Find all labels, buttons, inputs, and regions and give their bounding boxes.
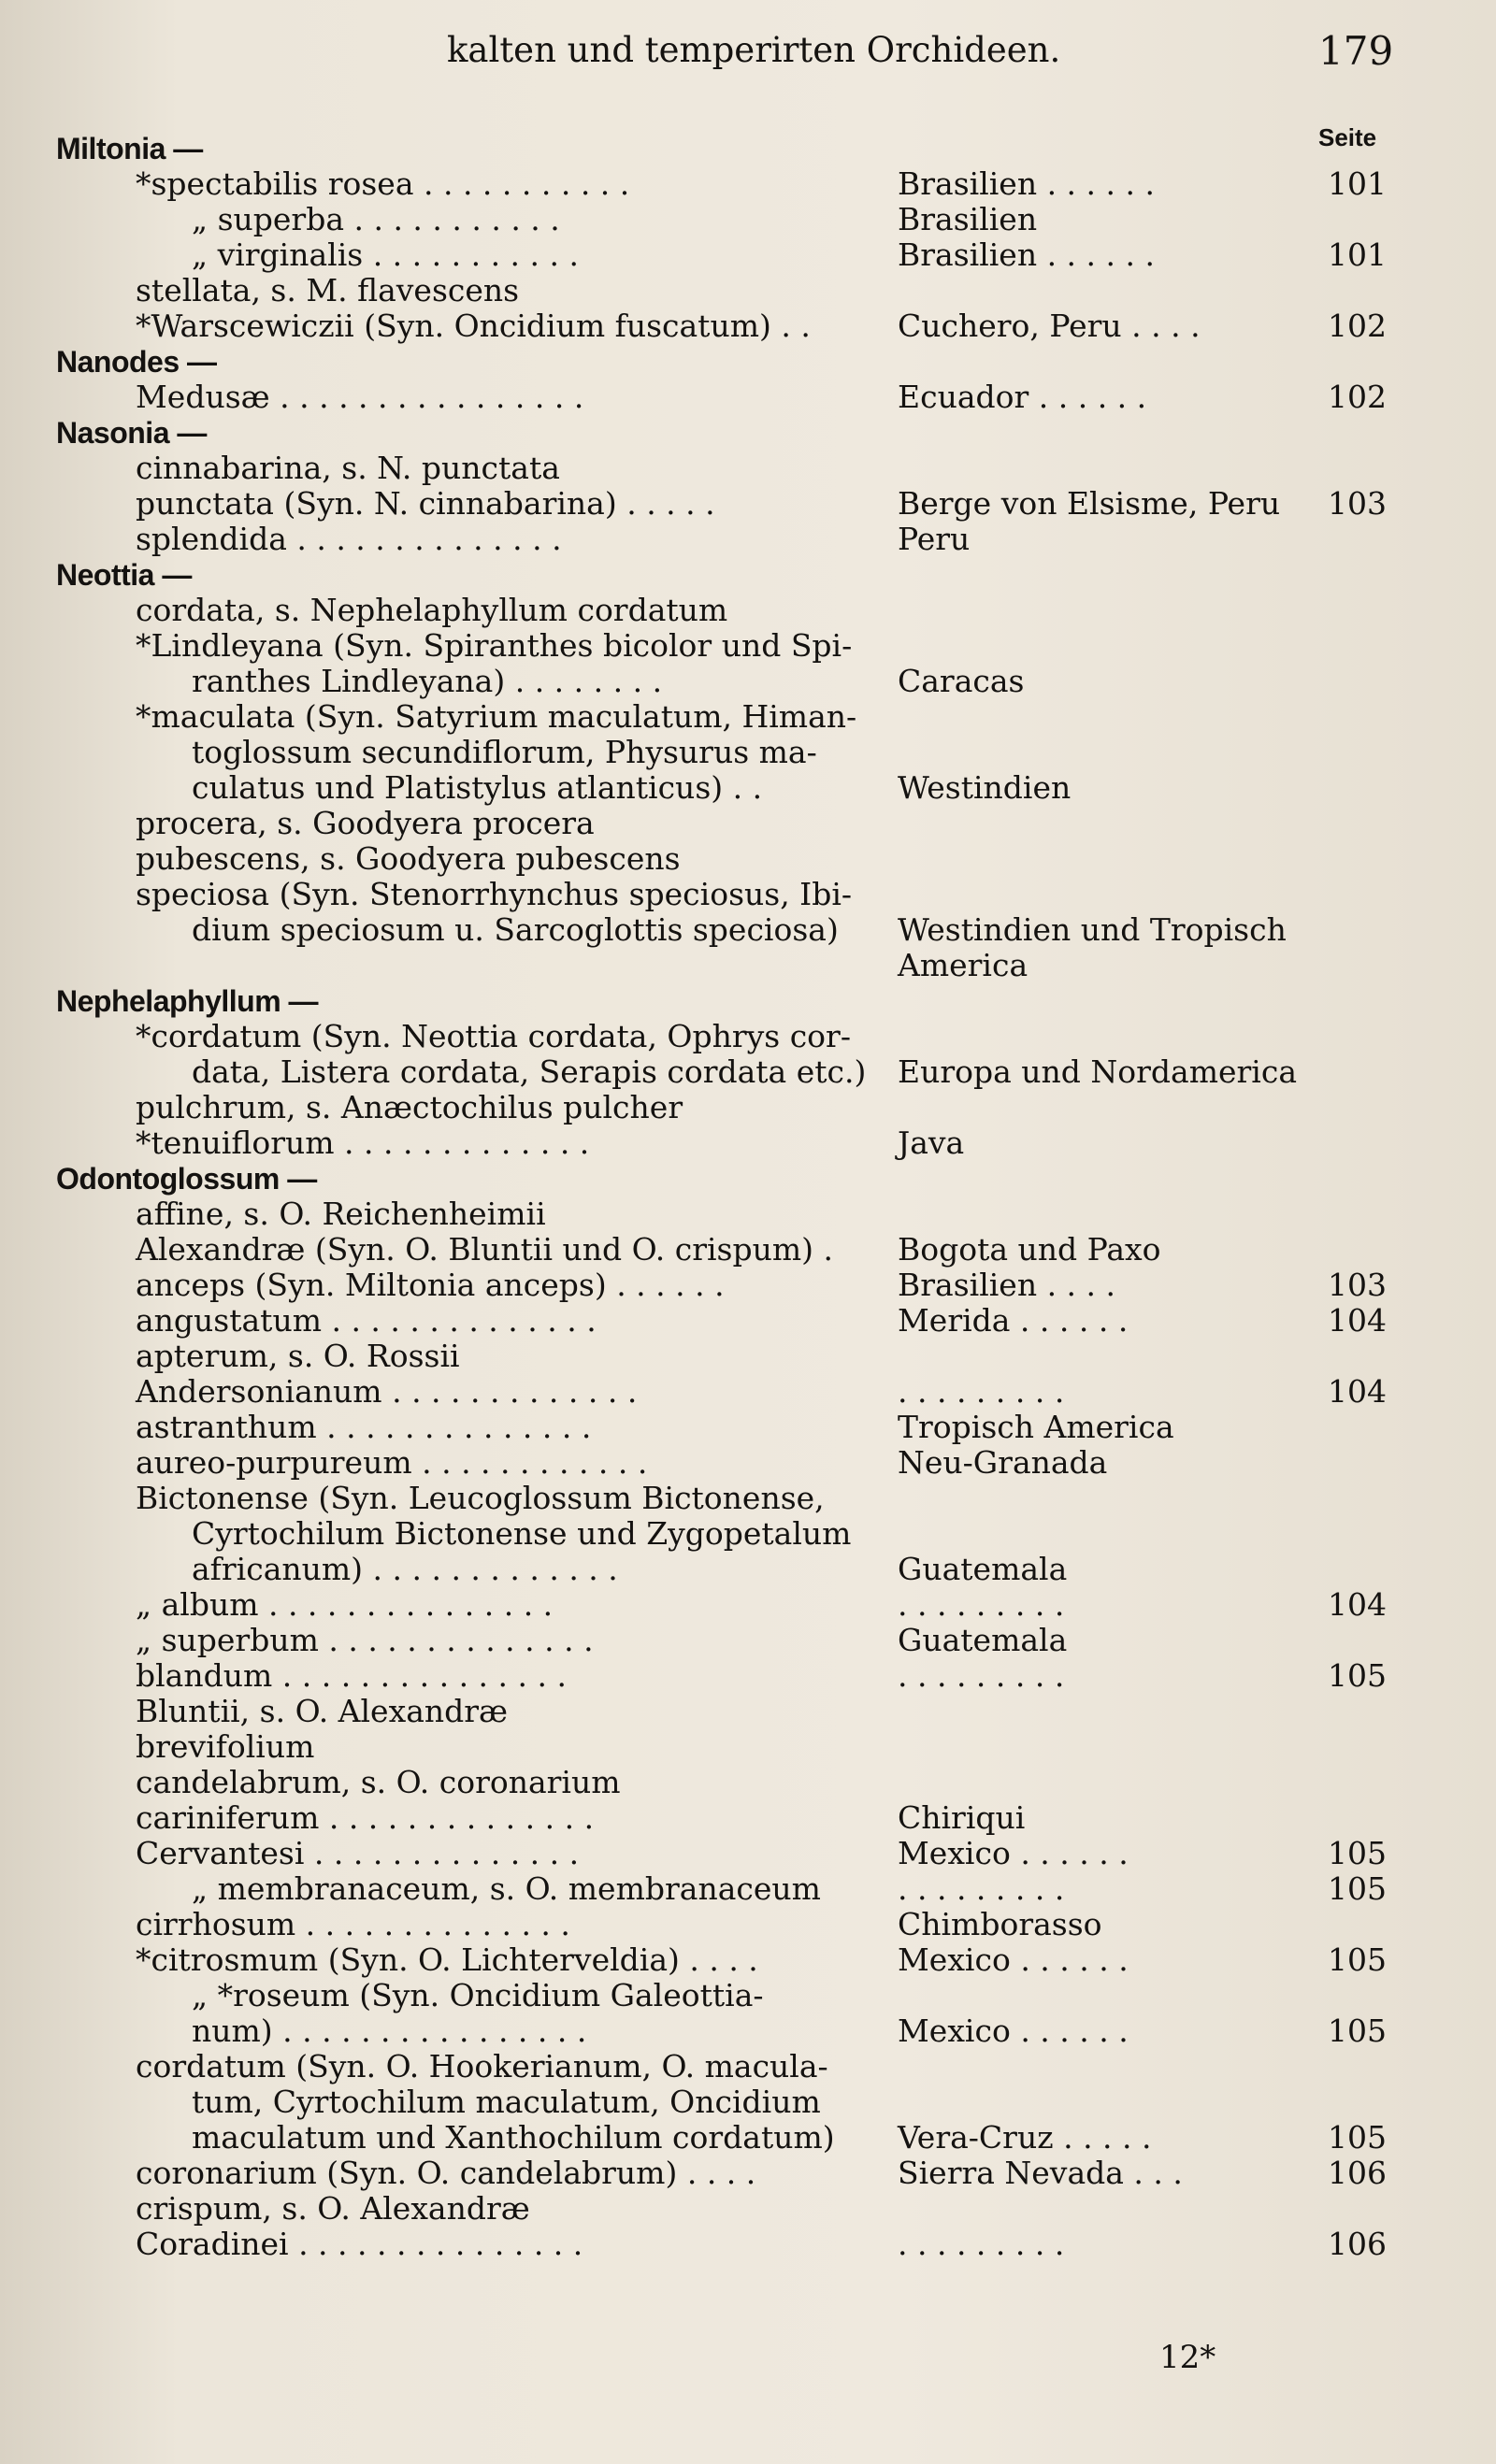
entry-name: africanum) . . . . . . . . . . . . .: [192, 1551, 618, 1587]
entry-name: procera, s. Goodyera procera: [136, 805, 595, 841]
index-entry: [56, 202, 1402, 237]
entry-name: *citrosmum (Syn. O. Lichterveldia) . . . .: [136, 1941, 758, 1978]
index-entry: [56, 2084, 1402, 2120]
index-entry: [56, 522, 1402, 557]
index-entry: [56, 1268, 1402, 1303]
entry-name: Cervantesi . . . . . . . . . . . . . .: [136, 1835, 580, 1871]
genus-heading: [56, 415, 1402, 451]
entry-place: Chimborasso: [898, 1906, 1102, 1942]
entry-page-number: 106: [1328, 2155, 1387, 2191]
entry-name: stellata, s. M. flavescens: [136, 272, 520, 308]
entry-place: Ecuador . . . . . .: [898, 379, 1147, 415]
entry-page-number: 101: [1328, 165, 1387, 202]
index-entry: [56, 1694, 1402, 1729]
entry-name: „ album . . . . . . . . . . . . . . .: [136, 1586, 554, 1623]
entry-name: num) . . . . . . . . . . . . . . . .: [192, 2013, 587, 2049]
index-entry: [56, 380, 1402, 415]
entry-page-number: 104: [1328, 1373, 1387, 1410]
entry-place: Guatemala: [898, 1622, 1068, 1658]
index-entry: [56, 770, 1402, 806]
entry-name: Nanodes —: [56, 345, 217, 379]
entry-place: Guatemala: [898, 1551, 1068, 1587]
entry-name: Cyrtochilum Bictonense und Zygopetalum: [192, 1515, 852, 1552]
entry-place: Cuchero, Peru . . . .: [898, 308, 1201, 344]
index-entry: [56, 2156, 1402, 2191]
index-entry: [56, 2049, 1402, 2084]
index-entry: [56, 1019, 1402, 1054]
entry-name: Miltonia —: [56, 132, 203, 165]
entry-name: „ virginalis . . . . . . . . . . .: [192, 236, 579, 273]
entry-place: Merida . . . . . .: [898, 1302, 1129, 1339]
entry-name: data, Listera cordata, Serapis cordata etc.): [192, 1053, 867, 1090]
entry-place: America: [898, 947, 1028, 983]
page-number: 179: [1318, 28, 1394, 74]
index-entry: [56, 699, 1402, 735]
index-entry: [56, 166, 1402, 202]
index-entry: [56, 1729, 1402, 1765]
index-entry: [56, 628, 1402, 664]
index-entry: [56, 1800, 1402, 1836]
entry-name: cordatum (Syn. O. Hookerianum, O. macula-: [136, 2048, 828, 2084]
index-entry: [56, 1303, 1402, 1339]
entry-name: *cordatum (Syn. Neottia cordata, Ophrys cor-: [136, 1018, 851, 1054]
entry-name: punctata (Syn. N. cinnabarina) . . . . .: [136, 485, 715, 522]
entry-place: Westindien: [898, 769, 1072, 806]
entry-name: pulchrum, s. Anæctochilus pulcher: [136, 1089, 683, 1125]
entry-name: Nasonia —: [56, 416, 207, 450]
entry-name: „ membranaceum, s. O. membranaceum: [192, 1870, 821, 1907]
entry-name: Medusæ . . . . . . . . . . . . . . . .: [136, 379, 584, 415]
entry-page-number: 105: [1328, 1870, 1387, 1907]
entry-name: ranthes Lindleyana) . . . . . . . .: [192, 663, 663, 699]
index-entry: [56, 308, 1402, 344]
index-entry: [56, 2191, 1402, 2227]
entry-place: Brasilien . . . . . .: [898, 165, 1155, 202]
entry-name: dium speciosum u. Sarcoglottis speciosa): [192, 911, 839, 948]
entry-page-number: 105: [1328, 1657, 1387, 1694]
index-entry: [56, 1232, 1402, 1268]
index-entry: [56, 912, 1402, 948]
index-entry: [56, 1907, 1402, 1942]
entry-name: crispum, s. O. Alexandræ: [136, 2190, 530, 2227]
index-entry: [56, 1658, 1402, 1694]
entry-place: Brasilien: [898, 201, 1038, 237]
index-entry: [56, 1978, 1402, 2013]
index-entry: [56, 735, 1402, 770]
index-entry: [56, 948, 1402, 983]
page-header: [0, 30, 1496, 86]
genus-heading: [56, 131, 1402, 166]
entry-place: . . . . . . . . .: [898, 1373, 1065, 1410]
index-entry: [56, 1942, 1402, 1978]
index-entry: [56, 1587, 1402, 1623]
entry-page-number: 105: [1328, 2013, 1387, 2049]
index-entry: [56, 664, 1402, 699]
entry-place: Caracas: [898, 663, 1025, 699]
index-entry: [56, 1552, 1402, 1587]
entry-place: Java: [898, 1125, 965, 1161]
entry-name: blandum . . . . . . . . . . . . . . .: [136, 1657, 567, 1694]
entry-name: angustatum . . . . . . . . . . . . . .: [136, 1302, 597, 1339]
entry-place: Sierra Nevada . . .: [898, 2155, 1183, 2191]
entry-page-number: 105: [1328, 2119, 1387, 2156]
entry-name: maculatum und Xanthochilum cordatum): [192, 2119, 835, 2156]
entry-place: Chiriqui: [898, 1799, 1026, 1836]
entry-place: . . . . . . . . .: [898, 2226, 1065, 2262]
genus-heading: [56, 557, 1402, 593]
entry-name: Bluntii, s. O. Alexandræ: [136, 1693, 509, 1729]
entry-name: cordata, s. Nephelaphyllum cordatum: [136, 592, 728, 628]
entry-page-number: 104: [1328, 1302, 1387, 1339]
header-title: kalten und temperirten Orchideen.: [447, 30, 1061, 70]
entry-place: Westindien und Tropisch: [898, 911, 1287, 948]
entry-place: Mexico . . . . . .: [898, 2013, 1129, 2049]
entry-place: . . . . . . . . .: [898, 1870, 1065, 1907]
entry-place: Europa und Nordamerica: [898, 1053, 1298, 1090]
entry-place: . . . . . . . . .: [898, 1657, 1065, 1694]
index-entry: [56, 1054, 1402, 1090]
entry-place: Berge von Elsisme, Peru: [898, 485, 1281, 522]
index-entry: [56, 593, 1402, 628]
index-entry: [56, 877, 1402, 912]
entry-name: speciosa (Syn. Stenorrhynchus speciosus, Ibi-: [136, 876, 853, 912]
entry-page-number: 105: [1328, 1941, 1387, 1978]
entry-place: Peru: [898, 521, 971, 557]
entry-place: . . . . . . . . .: [898, 1586, 1065, 1623]
genus-heading: [56, 1161, 1402, 1196]
index-entry: [56, 1516, 1402, 1552]
entry-place: Mexico . . . . . .: [898, 1941, 1129, 1978]
index-entry: [56, 273, 1402, 308]
entry-name: culatus und Platistylus atlanticus) . .: [192, 769, 763, 806]
index-entry: [56, 1125, 1402, 1161]
entry-name: cinnabarina, s. N. punctata: [136, 450, 560, 486]
entry-place: Bogota und Paxo: [898, 1231, 1161, 1268]
entry-name: Andersonianum . . . . . . . . . . . . .: [136, 1373, 638, 1410]
entry-name: „ superba . . . . . . . . . . .: [192, 201, 560, 237]
entry-page-number: 102: [1328, 379, 1387, 415]
entry-page-number: 106: [1328, 2226, 1387, 2262]
index-entry: [56, 1481, 1402, 1516]
entry-name: „ *roseum (Syn. Oncidium Galeottia-: [192, 1977, 764, 2013]
index-entry: [56, 806, 1402, 841]
entry-name: „ superbum . . . . . . . . . . . . . .: [136, 1622, 594, 1658]
index-entry: [56, 1339, 1402, 1374]
index-entry: [56, 1836, 1402, 1871]
index-entry: [56, 1410, 1402, 1445]
entry-place: Tropisch America: [898, 1409, 1174, 1445]
genus-heading: [56, 983, 1402, 1019]
entry-name: affine, s. O. Reichenheimii: [136, 1196, 546, 1232]
entry-name: apterum, s. O. Rossii: [136, 1338, 460, 1374]
entry-name: *Warscewiczii (Syn. Oncidium fuscatum) . .: [136, 308, 811, 344]
entry-name: Neottia —: [56, 558, 192, 592]
entry-place: Mexico . . . . . .: [898, 1835, 1129, 1871]
entry-name: Coradinei . . . . . . . . . . . . . . .: [136, 2226, 583, 2262]
index-entry: [56, 2013, 1402, 2049]
entry-page-number: 103: [1328, 485, 1387, 522]
entry-place: Vera-Cruz . . . . .: [898, 2119, 1152, 2156]
footer-signature: 12*: [1159, 2339, 1216, 2376]
index-entry: [56, 1623, 1402, 1658]
entry-name: Alexandræ (Syn. O. Bluntii und O. crispum) .: [136, 1231, 833, 1268]
entry-name: astranthum . . . . . . . . . . . . . .: [136, 1409, 592, 1445]
entry-name: cariniferum . . . . . . . . . . . . . .: [136, 1799, 595, 1836]
index-entry: [56, 237, 1402, 273]
index-entry: [56, 1445, 1402, 1481]
entry-name: tum, Cyrtochilum maculatum, Oncidium: [192, 2084, 821, 2120]
entry-page-number: 102: [1328, 308, 1387, 344]
entry-name: brevifolium: [136, 1728, 315, 1765]
entry-page-number: 104: [1328, 1586, 1387, 1623]
index-entry: [56, 841, 1402, 877]
index-entry: [56, 2227, 1402, 2262]
entry-name: *spectabilis rosea . . . . . . . . . . .: [136, 165, 630, 202]
entry-page-number: 105: [1328, 1835, 1387, 1871]
entry-place: Neu-Granada: [898, 1444, 1108, 1481]
entry-name: splendida . . . . . . . . . . . . . .: [136, 521, 562, 557]
genus-heading: [56, 344, 1402, 380]
entry-name: toglossum secundiflorum, Physurus ma-: [192, 734, 817, 770]
entry-name: candelabrum, s. O. coronarium: [136, 1764, 621, 1800]
entry-name: *Lindleyana (Syn. Spiranthes bicolor und Spi-: [136, 627, 853, 664]
index-entry: [56, 1196, 1402, 1232]
index-entry: [56, 1090, 1402, 1125]
entry-name: Odontoglossum —: [56, 1162, 317, 1196]
index-entry: [56, 2120, 1402, 2156]
index-entry: [56, 1765, 1402, 1800]
entry-name: cirrhosum . . . . . . . . . . . . . .: [136, 1906, 570, 1942]
index-entry: [56, 451, 1402, 486]
entry-page-number: 103: [1328, 1267, 1387, 1303]
entry-name: Bictonense (Syn. Leucoglossum Bictonense,: [136, 1480, 825, 1516]
entry-name: anceps (Syn. Miltonia anceps) . . . . . .: [136, 1267, 725, 1303]
entry-name: coronarium (Syn. O. candelabrum) . . . .: [136, 2155, 756, 2191]
entry-place: Brasilien . . . .: [898, 1267, 1115, 1303]
entry-name: aureo-purpureum . . . . . . . . . . . .: [136, 1444, 648, 1481]
index-entry: [56, 1374, 1402, 1410]
index-entry: [56, 486, 1402, 522]
entry-name: *tenuiflorum . . . . . . . . . . . . .: [136, 1125, 590, 1161]
index-entries: [56, 131, 1402, 2262]
entry-place: Brasilien . . . . . .: [898, 236, 1155, 273]
entry-name: *maculata (Syn. Satyrium maculatum, Himan-: [136, 698, 857, 735]
column-label-seite: Seite: [1318, 123, 1377, 151]
entry-name: pubescens, s. Goodyera pubescens: [136, 840, 681, 877]
entry-name: Nephelaphyllum —: [56, 984, 319, 1018]
entry-page-number: 101: [1328, 236, 1387, 273]
index-entry: [56, 1871, 1402, 1907]
